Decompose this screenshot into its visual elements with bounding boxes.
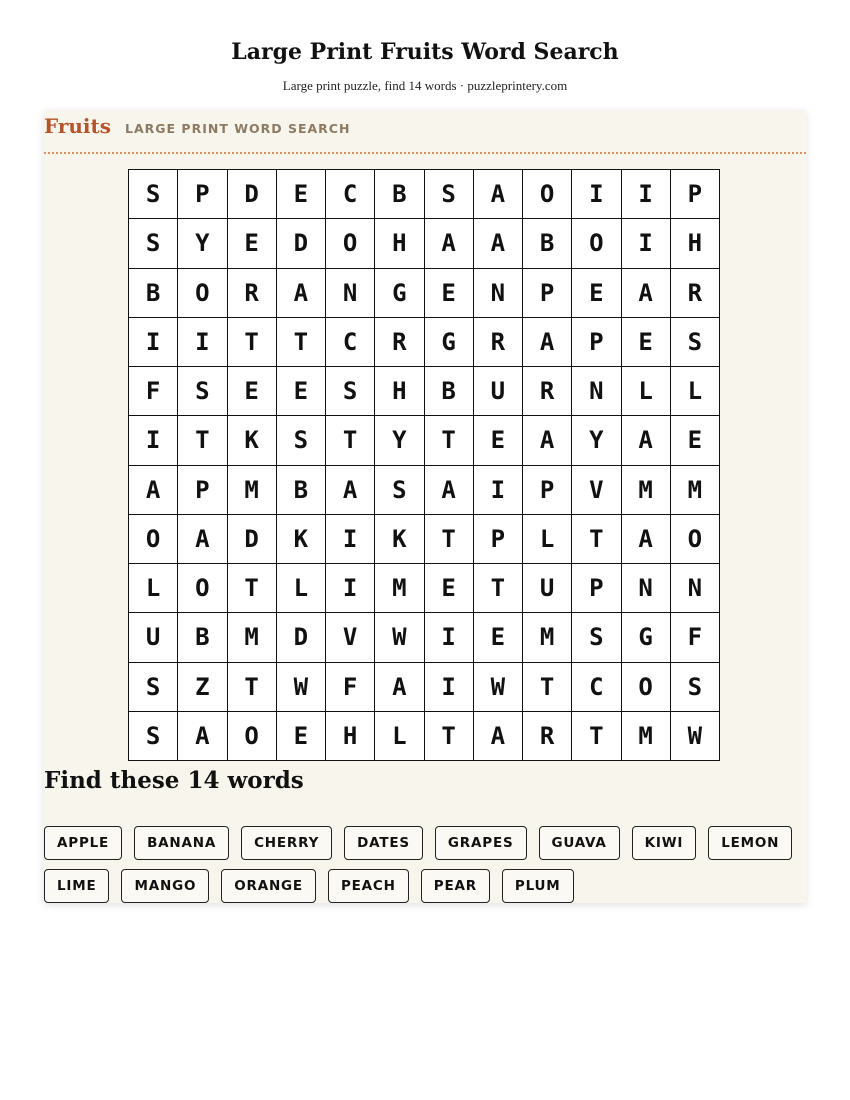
grid-cell[interactable]: F — [671, 613, 720, 662]
grid-cell[interactable]: B — [129, 269, 178, 318]
word-list — [44, 826, 806, 903]
grid-cell[interactable]: A — [523, 416, 572, 465]
word-chip-pear[interactable]: PEAR — [421, 869, 490, 903]
grid-cell[interactable]: B — [277, 466, 326, 515]
grid-cell[interactable]: W — [474, 663, 523, 712]
grid-cell[interactable]: S — [178, 367, 227, 416]
grid-cell[interactable]: K — [375, 515, 424, 564]
grid-cell[interactable]: I — [474, 466, 523, 515]
grid-cell[interactable]: L — [277, 564, 326, 613]
grid-cell[interactable]: W — [375, 613, 424, 662]
grid-cell[interactable]: I — [129, 416, 178, 465]
grid-cell[interactable]: E — [228, 219, 277, 268]
grid-cell[interactable]: P — [572, 564, 621, 613]
grid-cell[interactable]: T — [228, 663, 277, 712]
grid-cell[interactable]: N — [572, 367, 621, 416]
grid-cell[interactable]: M — [228, 466, 277, 515]
grid-cell[interactable]: N — [474, 269, 523, 318]
grid-cell[interactable]: G — [425, 318, 474, 367]
grid-cell[interactable]: A — [523, 318, 572, 367]
grid-cell[interactable]: T — [425, 515, 474, 564]
grid-cell[interactable]: P — [671, 170, 720, 219]
grid-cell[interactable]: D — [228, 170, 277, 219]
grid-cell[interactable]: T — [523, 663, 572, 712]
grid-cell[interactable]: E — [474, 613, 523, 662]
word-chip-dates[interactable]: DATES — [344, 826, 423, 860]
grid-cell[interactable]: I — [572, 170, 621, 219]
grid-cell[interactable]: L — [671, 367, 720, 416]
grid-cell[interactable]: A — [474, 219, 523, 268]
grid-cell[interactable]: T — [572, 515, 621, 564]
grid-cell[interactable]: R — [671, 269, 720, 318]
grid-cell[interactable]: R — [523, 367, 572, 416]
grid-cell[interactable]: T — [326, 416, 375, 465]
grid-cell[interactable]: S — [671, 318, 720, 367]
grid-cell[interactable]: O — [671, 515, 720, 564]
grid-cell[interactable]: I — [326, 564, 375, 613]
grid-cell[interactable]: P — [523, 269, 572, 318]
words-heading: Find these 14 words — [44, 767, 304, 794]
grid-cell[interactable]: C — [326, 170, 375, 219]
grid-cell[interactable]: L — [523, 515, 572, 564]
grid-cell[interactable]: O — [129, 515, 178, 564]
grid-cell[interactable]: M — [622, 466, 671, 515]
word-chip-guava[interactable]: GUAVA — [539, 826, 620, 860]
grid-cell[interactable]: O — [228, 712, 277, 761]
grid-cell[interactable]: H — [671, 219, 720, 268]
grid-cell[interactable]: N — [671, 564, 720, 613]
grid-cell[interactable]: B — [425, 367, 474, 416]
grid-cell[interactable]: B — [375, 170, 424, 219]
grid-cell[interactable]: I — [425, 663, 474, 712]
grid-cell[interactable]: B — [523, 219, 572, 268]
grid-cell[interactable]: E — [425, 269, 474, 318]
grid-cell[interactable]: S — [277, 416, 326, 465]
grid-cell[interactable]: S — [375, 466, 424, 515]
grid-cell[interactable]: T — [425, 712, 474, 761]
grid-cell[interactable]: E — [425, 564, 474, 613]
grid-cell[interactable]: T — [178, 416, 227, 465]
grid-cell[interactable]: O — [572, 219, 621, 268]
word-chip-plum[interactable]: PLUM — [502, 869, 574, 903]
grid-cell[interactable]: I — [425, 613, 474, 662]
grid-cell[interactable]: F — [326, 663, 375, 712]
grid-cell[interactable]: E — [474, 416, 523, 465]
grid-cell[interactable]: E — [277, 367, 326, 416]
grid-cell[interactable]: P — [178, 170, 227, 219]
grid-cell[interactable]: A — [129, 466, 178, 515]
grid-cell[interactable]: M — [622, 712, 671, 761]
grid-cell[interactable]: P — [523, 466, 572, 515]
grid-cell[interactable]: E — [228, 367, 277, 416]
grid-cell[interactable]: W — [277, 663, 326, 712]
grid-cell[interactable]: G — [375, 269, 424, 318]
grid-cell[interactable]: E — [671, 416, 720, 465]
grid-cell[interactable]: Y — [572, 416, 621, 465]
grid-cell[interactable]: A — [474, 712, 523, 761]
grid-cell[interactable]: E — [622, 318, 671, 367]
grid-cell[interactable]: V — [572, 466, 621, 515]
grid-cell[interactable]: C — [572, 663, 621, 712]
grid-cell[interactable]: O — [622, 663, 671, 712]
page-subtitle: Large print puzzle, find 14 words · puzzleprintery.com — [282, 78, 568, 93]
grid-cell[interactable]: O — [178, 269, 227, 318]
grid-cell[interactable]: K — [277, 515, 326, 564]
grid-cell[interactable]: H — [375, 219, 424, 268]
grid-cell[interactable]: M — [523, 613, 572, 662]
word-chip-mango[interactable]: MANGO — [121, 869, 209, 903]
grid-cell[interactable]: A — [425, 219, 474, 268]
grid-cell[interactable]: A — [622, 515, 671, 564]
grid-cell[interactable]: R — [228, 269, 277, 318]
grid-cell[interactable]: S — [671, 663, 720, 712]
grid-cell[interactable]: S — [129, 219, 178, 268]
puzzle-card — [44, 110, 806, 903]
grid-cell[interactable]: O — [326, 219, 375, 268]
grid-cell[interactable]: M — [671, 466, 720, 515]
grid-cell[interactable]: D — [277, 613, 326, 662]
word-chip-peach[interactable]: PEACH — [328, 869, 409, 903]
grid-cell[interactable]: I — [129, 318, 178, 367]
grid-cell[interactable]: S — [129, 712, 178, 761]
grid-cell[interactable]: A — [474, 170, 523, 219]
grid-cell[interactable]: A — [178, 515, 227, 564]
word-chip-cherry[interactable]: CHERRY — [241, 826, 332, 860]
grid-cell[interactable]: T — [572, 712, 621, 761]
grid-cell[interactable]: L — [129, 564, 178, 613]
word-chip-lemon[interactable]: LEMON — [708, 826, 792, 860]
grid-cell[interactable]: A — [622, 269, 671, 318]
grid-cell[interactable]: D — [277, 219, 326, 268]
grid-cell[interactable]: T — [277, 318, 326, 367]
grid-cell[interactable]: O — [178, 564, 227, 613]
grid-cell[interactable]: R — [375, 318, 424, 367]
grid-cell[interactable]: P — [572, 318, 621, 367]
grid-cell[interactable]: V — [326, 613, 375, 662]
grid-cell[interactable]: Y — [178, 219, 227, 268]
grid-cell[interactable]: T — [425, 416, 474, 465]
grid-cell[interactable]: R — [474, 318, 523, 367]
grid-cell[interactable]: T — [474, 564, 523, 613]
grid-cell[interactable]: S — [129, 170, 178, 219]
grid-cell[interactable]: L — [375, 712, 424, 761]
grid-cell[interactable]: A — [277, 269, 326, 318]
grid-cell[interactable]: M — [375, 564, 424, 613]
grid-cell[interactable]: I — [178, 318, 227, 367]
grid-cell[interactable]: Z — [178, 663, 227, 712]
grid-cell[interactable]: O — [523, 170, 572, 219]
word-chip-kiwi[interactable]: KIWI — [632, 826, 697, 860]
letter-grid — [128, 169, 720, 761]
word-chip-lime[interactable]: LIME — [44, 869, 109, 903]
grid-cell[interactable]: A — [375, 663, 424, 712]
grid-cell[interactable]: E — [277, 170, 326, 219]
grid-cell[interactable]: A — [326, 466, 375, 515]
grid-cell[interactable]: H — [375, 367, 424, 416]
grid-cell[interactable]: W — [671, 712, 720, 761]
grid-cell[interactable]: R — [523, 712, 572, 761]
word-chip-banana[interactable]: BANANA — [134, 826, 229, 860]
grid-cell[interactable]: I — [326, 515, 375, 564]
card-header — [44, 110, 806, 154]
card-title: Fruits — [44, 114, 112, 138]
word-chip-grapes[interactable]: GRAPES — [435, 826, 527, 860]
grid-cell[interactable]: K — [228, 416, 277, 465]
grid-cell[interactable]: E — [277, 712, 326, 761]
grid-cell[interactable]: N — [622, 564, 671, 613]
grid-cell[interactable]: L — [622, 367, 671, 416]
grid-cell[interactable]: N — [326, 269, 375, 318]
grid-cell[interactable]: A — [178, 712, 227, 761]
word-chip-orange[interactable]: ORANGE — [221, 869, 316, 903]
grid-cell[interactable]: P — [474, 515, 523, 564]
grid-cell[interactable]: Y — [375, 416, 424, 465]
grid-cell[interactable]: P — [178, 466, 227, 515]
grid-cell[interactable]: A — [622, 416, 671, 465]
grid-cell[interactable]: C — [326, 318, 375, 367]
grid-cell[interactable]: G — [622, 613, 671, 662]
page-title: Large Print Fruits Word Search — [231, 39, 619, 65]
grid-cell[interactable]: I — [622, 170, 671, 219]
grid-cell[interactable]: S — [425, 170, 474, 219]
grid-cell[interactable]: U — [129, 613, 178, 662]
grid-cell[interactable]: U — [474, 367, 523, 416]
grid-cell[interactable]: I — [622, 219, 671, 268]
grid-cell[interactable]: U — [523, 564, 572, 613]
grid-cell[interactable]: S — [326, 367, 375, 416]
grid-cell[interactable]: T — [228, 318, 277, 367]
grid-cell[interactable]: A — [425, 466, 474, 515]
grid-cell[interactable]: M — [228, 613, 277, 662]
word-chip-apple[interactable]: APPLE — [44, 826, 122, 860]
card-tag: LARGE PRINT WORD SEARCH — [125, 121, 351, 136]
grid-cell[interactable]: S — [129, 663, 178, 712]
grid-cell[interactable]: F — [129, 367, 178, 416]
grid-cell[interactable]: S — [572, 613, 621, 662]
grid-cell[interactable]: B — [178, 613, 227, 662]
grid-cell[interactable]: D — [228, 515, 277, 564]
grid-cell[interactable]: H — [326, 712, 375, 761]
grid-cell[interactable]: T — [228, 564, 277, 613]
grid-cell[interactable]: E — [572, 269, 621, 318]
